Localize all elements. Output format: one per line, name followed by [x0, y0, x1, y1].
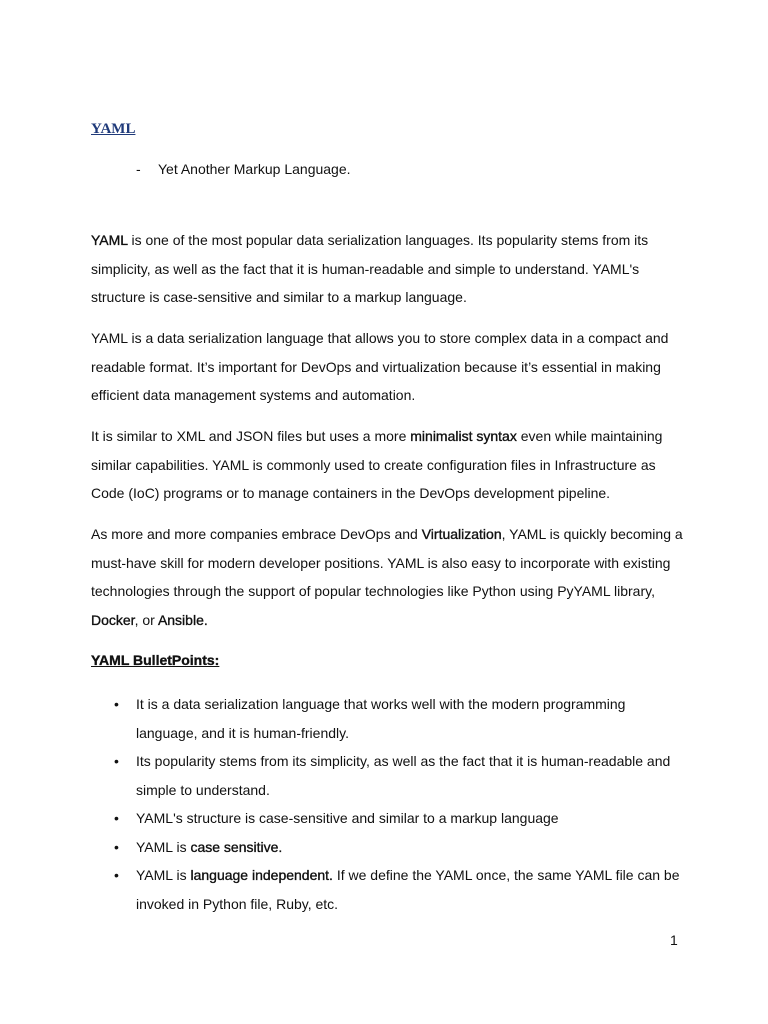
paragraph-4-line-1-post: , YAML is quickly becoming a [501, 526, 683, 542]
paragraph-4-line-3: technologies through the support of popular technologies like Python using PyYAML library, [91, 583, 655, 599]
paragraph-4-line-4 [91, 606, 691, 635]
paragraph-4-line-1-pre: As more and more companies embrace DevOps and [91, 526, 422, 542]
bullets-heading: YAML BulletPoints: [91, 652, 220, 668]
paragraph-4-line-1 [91, 520, 691, 549]
bullet-1-line-1: It is a data serialization language that works well with the modern programming [136, 696, 626, 712]
paragraph-4-docker: Docker [91, 611, 135, 628]
bullet-dot-icon: • [114, 696, 119, 712]
paragraph-2-line-2: readable format. It’s important for DevOps and virtualization because it’s essential in making [91, 358, 661, 375]
paragraph-2-line-1: YAML is a data serialization language that allows you to store complex data in a compact and [91, 330, 669, 346]
subtitle-line [136, 160, 351, 178]
paragraph-2 [91, 324, 691, 410]
bullet-list [114, 690, 694, 918]
paragraph-4-emphasis: Virtualization [421, 526, 502, 542]
paragraph-4 [91, 520, 691, 634]
bullet-1-line-2: language, and it is human-friendly. [136, 724, 349, 741]
bullet-4-line-1 [136, 833, 694, 862]
bullet-4-pre: YAML is [136, 838, 191, 855]
paragraph-1-line-2: simplicity, as well as the fact that it is human-readable and simple to understand. YAML's [91, 260, 640, 277]
bullet-dot-icon: • [114, 753, 119, 769]
bullet-dot-icon: • [114, 810, 119, 826]
paragraph-4-line-4-mid: , or [134, 611, 158, 628]
bullet-item-5 [114, 861, 694, 918]
bullet-5-line-2: invoked in Python file, Ruby, etc. [136, 895, 339, 912]
bullet-5-emphasis: language independent. [190, 867, 333, 883]
bullet-item-4 [114, 833, 694, 862]
bullet-item-2 [114, 747, 694, 804]
paragraph-3 [91, 422, 691, 508]
paragraph-4-line-2: must-have skill for modern developer positions. YAML is also easy to incorporate with existing [91, 554, 671, 571]
paragraph-3-line-1-post: even while maintaining [516, 428, 663, 444]
bullet-dot-icon: • [114, 867, 119, 883]
bullet-4-emphasis: case sensitive. [190, 838, 283, 855]
bullet-2-line-1: Its popularity stems from its simplicity, as well as the fact that it is human-readable and [136, 753, 671, 769]
paragraph-3-line-1 [91, 422, 691, 451]
bullet-5-pre: YAML is [136, 867, 191, 883]
paragraph-1-line-3: structure is case-sensitive and similar to a markup language. [91, 289, 467, 305]
bullet-item-3 [114, 804, 694, 833]
bullet-3-line-1: YAML's structure is case-sensitive and similar to a markup language [136, 810, 559, 826]
document-title: YAML [91, 121, 136, 137]
paragraph-2-line-3: efficient data management systems and automation. [91, 387, 416, 403]
subtitle-text: Yet Another Markup Language. [158, 161, 351, 177]
bullet-item-1 [114, 690, 694, 747]
paragraph-3-line-3: Code (IoC) programs or to manage containers in the DevOps development pipeline. [91, 485, 611, 501]
bullet-5-line-1 [136, 861, 694, 890]
paragraph-4-ansible: Ansible. [157, 611, 208, 628]
bullet-2-line-2: simple to understand. [136, 781, 270, 798]
paragraph-1-line-1 [91, 226, 691, 255]
paragraph-3-line-2: similar capabilities. YAML is commonly used to create configuration files in Infrastructure as [91, 456, 656, 473]
bullet-dot-icon: • [114, 838, 119, 855]
paragraph-3-emphasis: minimalist syntax [410, 428, 517, 444]
page-number: 1 [670, 932, 678, 948]
paragraph-1-line-1-rest: is one of the most popular data serialization languages. Its popularity stems from its [127, 232, 649, 248]
paragraph-1 [91, 226, 691, 312]
paragraph-3-line-1-pre: It is similar to XML and JSON files but uses a more [91, 428, 411, 444]
paragraph-1-lead: YAML [91, 232, 128, 248]
subtitle-dash: - [136, 161, 141, 177]
bullet-5-post: If we define the YAML once, the same YAML file can be [332, 867, 680, 883]
